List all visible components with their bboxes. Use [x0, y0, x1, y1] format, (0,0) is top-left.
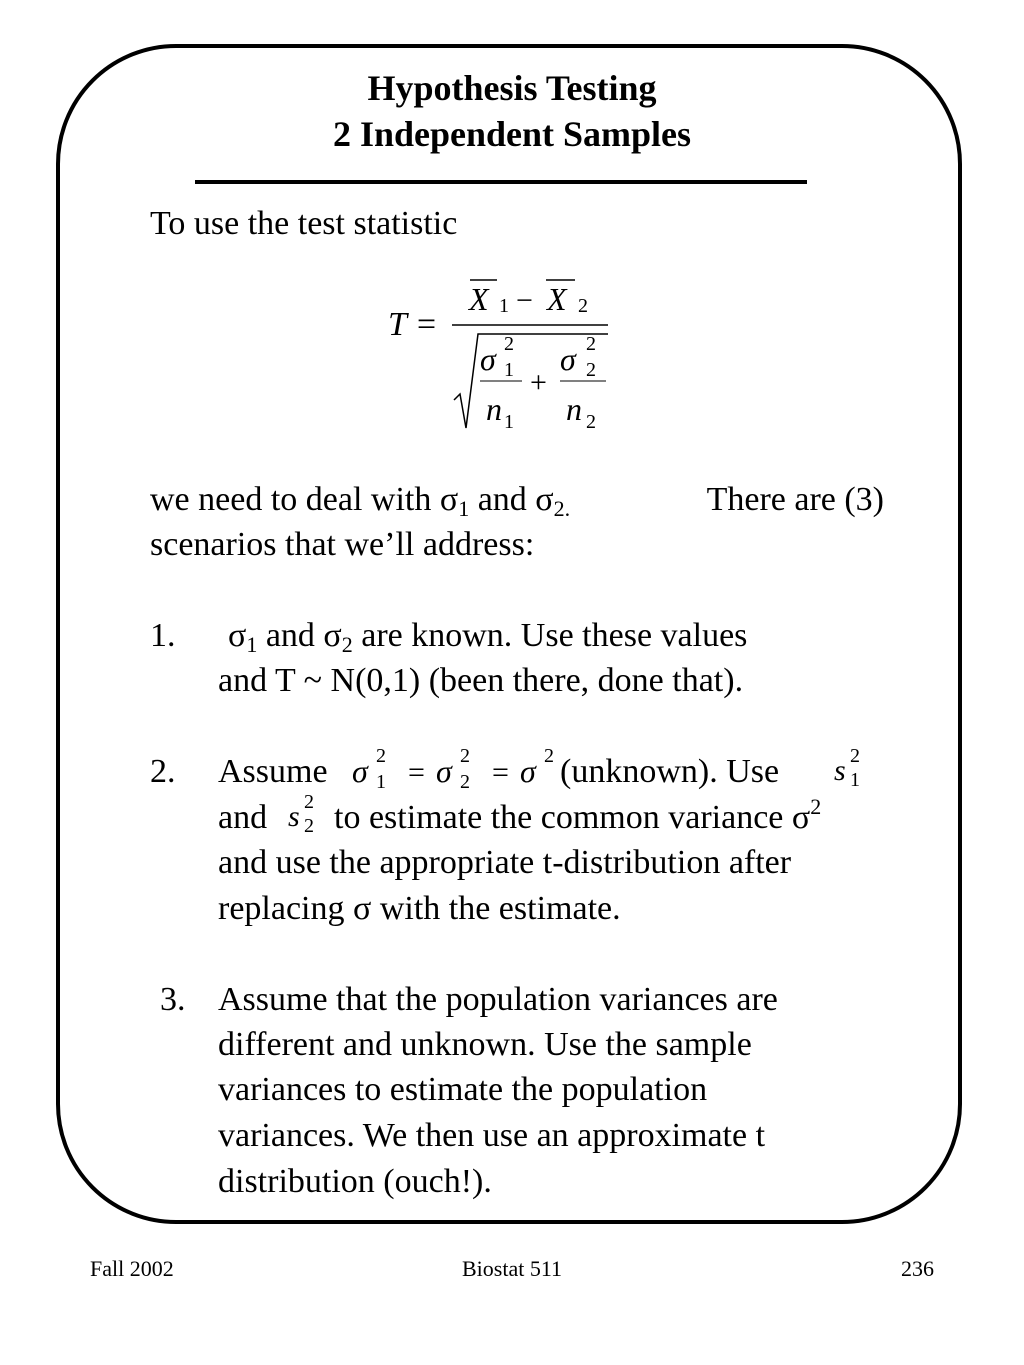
slide-title-line2: 2 Independent Samples [332, 114, 692, 154]
numerator-sub1: 1 [499, 295, 509, 317]
s1-squared [832, 742, 872, 792]
eq-sigma: σ [520, 753, 536, 789]
item1-number: 1. [150, 617, 176, 654]
svg-text:1: 1 [850, 769, 860, 791]
item3-line3: variances to estimate the population [218, 1071, 708, 1108]
plus-sign: + [530, 366, 547, 399]
eq-sigma1-sq: 2 [376, 745, 386, 767]
title-divider [195, 180, 807, 184]
item3-number: 3. [160, 981, 186, 1018]
paragraph-line1-left: we need to deal with $\sigma_1$ and $\sigma_{2.}$ [150, 481, 571, 521]
sigma1: σ [480, 341, 496, 377]
item1-line1: $\sigma_1$ and $\sigma_2$ are known. Use these values [228, 617, 748, 657]
footer-page-number: 236 [901, 1256, 934, 1281]
item2-number: 2. [150, 753, 176, 790]
s2-squared [286, 788, 326, 838]
item2-and: and [218, 799, 268, 836]
eq-sigma-sq: 2 [544, 745, 554, 767]
intro-text: To use the test statistic [150, 205, 458, 242]
numerator-minus: − [516, 284, 533, 317]
paragraph-line1-right: There are (3) [706, 481, 884, 518]
svg-text:2: 2 [304, 815, 314, 837]
svg-text:s: s [288, 800, 300, 833]
item3-line4: variances. We then use an approximate t [218, 1117, 766, 1154]
eq-sigma2: σ [436, 753, 452, 789]
sigma1-sub: 1 [504, 359, 514, 381]
item3-line1: Assume that the population variances are [218, 981, 778, 1018]
equal-variance-equation [352, 742, 562, 792]
svg-text:s: s [834, 754, 846, 787]
test-statistic-formula [380, 268, 620, 438]
item2-line4: replacing σ with the estimate. [218, 890, 621, 927]
paragraph-line2: scenarios that we’ll address: [150, 526, 535, 563]
eq-sigma2-sq: 2 [460, 745, 470, 767]
slide-title-line1: Hypothesis Testing [367, 68, 657, 108]
item3-line5: distribution (ouch!). [218, 1163, 492, 1200]
svg-text:2: 2 [850, 745, 860, 767]
item2-assume: Assume [218, 753, 328, 790]
sigma2-sq: 2 [586, 333, 596, 355]
footer-center: Biostat 511 [461, 1256, 563, 1281]
n2-sub: 2 [586, 411, 596, 433]
eq-equals-1: = [408, 756, 425, 789]
numerator-x1: X [469, 281, 489, 317]
n1: n [486, 391, 502, 427]
sigma1-sq: 2 [504, 333, 514, 355]
numerator-sub2: 2 [578, 295, 588, 317]
sigma2: σ [560, 341, 576, 377]
item2-unknown-use: (unknown). Use [560, 753, 780, 790]
numerator-x2: X [547, 281, 567, 317]
eq-sigma1-sub: 1 [376, 771, 386, 793]
paragraph-line1 [150, 480, 884, 520]
footer-left: Fall 2002 [90, 1256, 174, 1281]
item2-estimate-line: to estimate the common variance $\sigma^2$ [334, 794, 822, 836]
sigma2-sub: 2 [586, 359, 596, 381]
item1-line2: and T ~ N(0,1) (been there, done that). [218, 662, 744, 699]
n1-sub: 1 [504, 411, 514, 433]
n2: n [566, 391, 582, 427]
eq-equals-2: = [492, 756, 509, 789]
item3-line2: different and unknown. Use the sample [218, 1026, 752, 1063]
eq-sigma1: σ [352, 753, 368, 789]
item2-line3: and use the appropriate t-distribution after [218, 844, 792, 881]
svg-text:2: 2 [304, 791, 314, 813]
eq-sigma2-sub: 2 [460, 771, 470, 793]
formula-t: T = [388, 306, 438, 343]
